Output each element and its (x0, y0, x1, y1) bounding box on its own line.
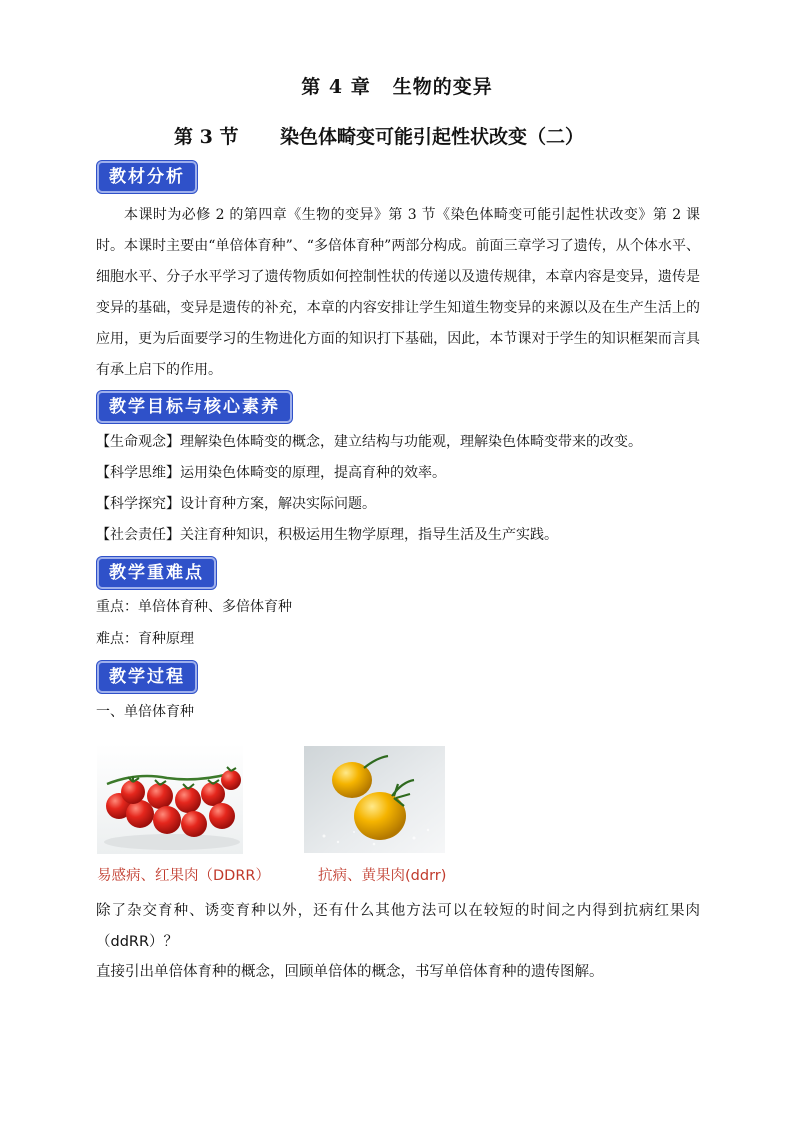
section-name: 染色体畸变可能引起性状改变（二） (280, 126, 585, 148)
chapter-title (0, 72, 794, 99)
badge-textbook-analysis: 教材分析 (97, 161, 197, 193)
section-number: 第 3 节 (174, 126, 239, 148)
badge-key-points: 教学重难点 (97, 557, 216, 589)
analysis-paragraph: 本课时为必修 2 的第四章《生物的变异》第 3 节《染色体畸变可能引起性状改变》第 2 课时。本课时主要由“单倍体育种”、“多倍体育种”两部分构成。前面三章学习了遗传，从个体水平、细胞水平、分子水平学习了遗传物质如何控制性状的传递以及遗传规律，本章内容是变异，遗传是变异的基础，变异是遗传的补充，本章的内容安排让学生知道生物变异的来源以及在生产生活上的应用，更为后面要学习的生物进化方面的知识打下基础，因此，本节课对于学生的知识框架而言具有承上启下的作用。 (96, 207, 700, 378)
chapter-number: 第 4 章 (301, 76, 371, 98)
goal-scientific-thinking: 【科学思维】运用染色体畸变的原理，提高育种的效率。 (96, 465, 446, 481)
process-heading: 一、单倍体育种 (96, 704, 194, 720)
red-tomato-caption: 易感病、红果肉（DDRR） (97, 868, 270, 884)
goal-life-concept: 【生命观念】理解染色体畸变的概念，建立结构与功能观，理解染色体畸变带来的改变。 (96, 434, 642, 450)
yellow-tomato-image (304, 746, 445, 853)
chapter-name: 生物的变异 (392, 76, 493, 98)
red-tomato-image (97, 744, 243, 854)
red-tomatoes-illustration (97, 744, 243, 854)
goal-social-responsibility: 【社会责任】关注育种知识，积极运用生物学原理，指导生活及生产实践。 (96, 527, 558, 543)
goal-scientific-inquiry: 【科学探究】设计育种方案，解决实际问题。 (96, 496, 376, 512)
section-title (174, 122, 734, 149)
yellow-tomatoes-illustration (304, 746, 445, 853)
question-text: 除了杂交育种、诱变育种以外，还有什么其他方法可以在较短的时间之内得到抗病红果肉（ddRR）？ (96, 903, 700, 950)
difficulty-text: 难点：育种原理 (96, 631, 194, 647)
badge-goals: 教学目标与核心素养 (97, 391, 292, 423)
key-point-text: 重点：单倍体育种、多倍体育种 (96, 599, 292, 615)
instruction-text: 直接引出单倍体育种的概念，回顾单倍体的概念，书写单倍体育种的遗传图解。 (96, 964, 604, 980)
yellow-tomato-caption: 抗病、黄果肉(ddrr) (318, 868, 447, 884)
badge-teaching-process: 教学过程 (97, 661, 197, 693)
